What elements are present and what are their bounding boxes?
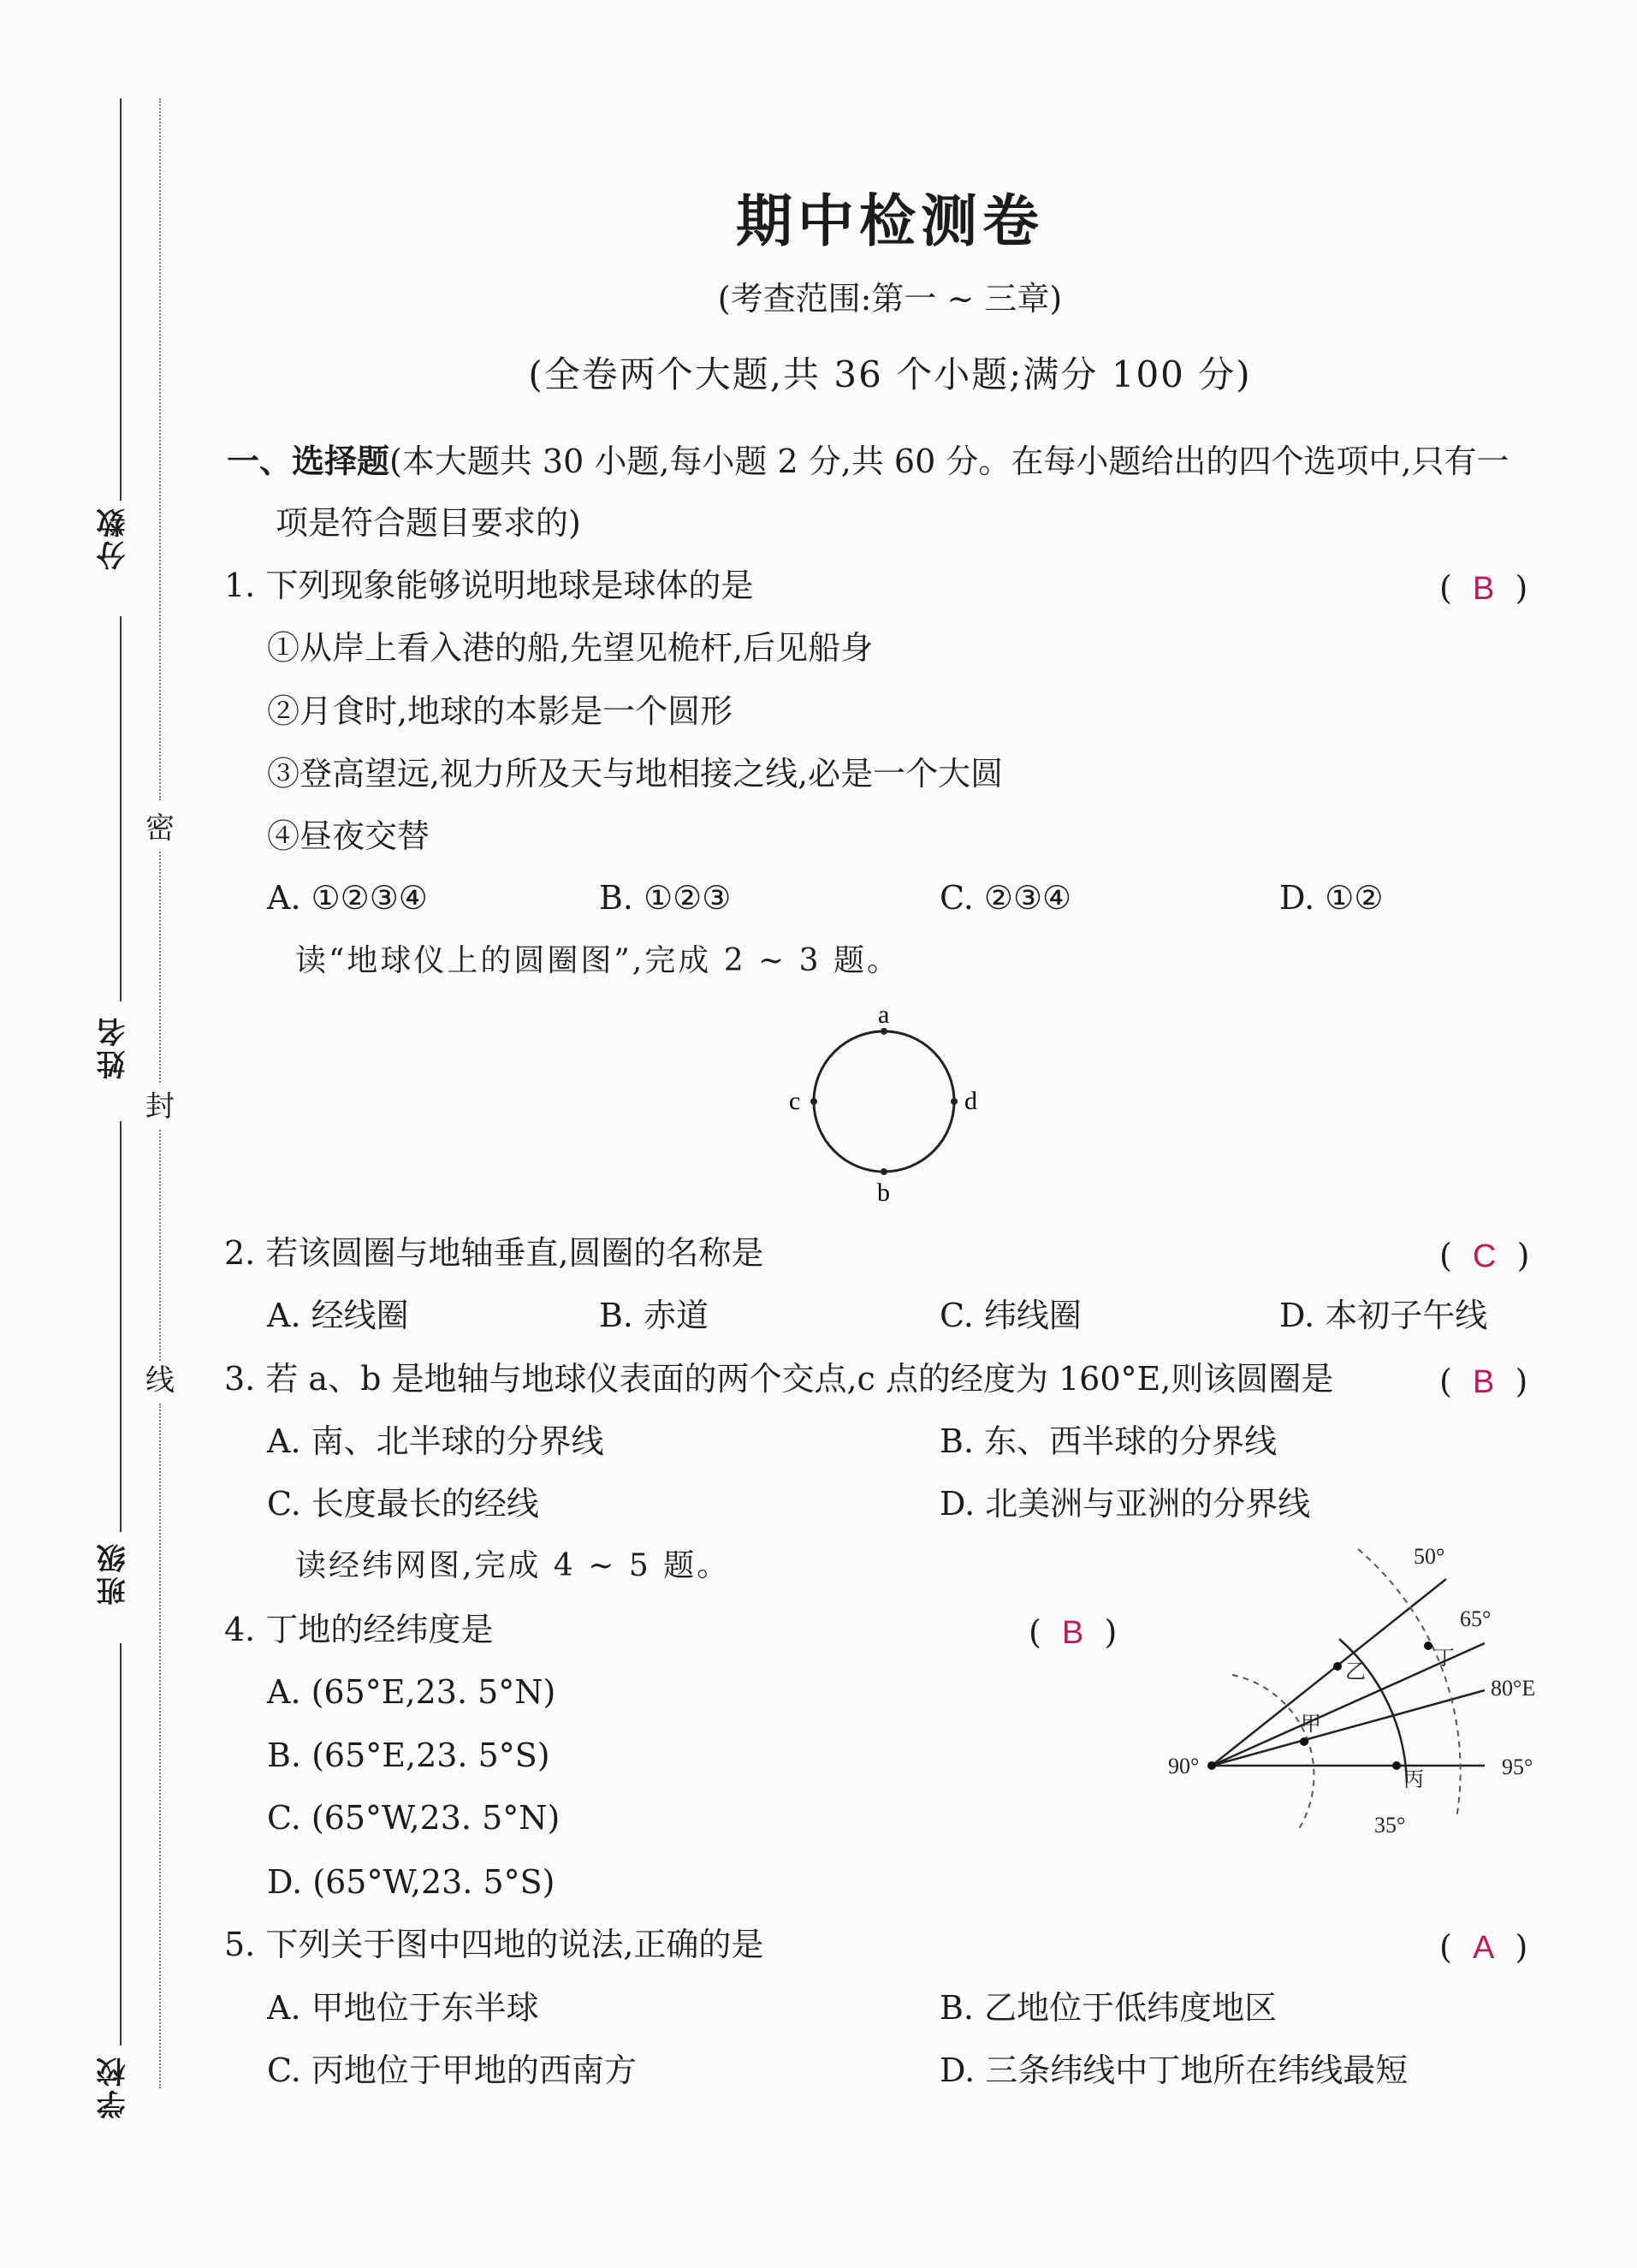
lat-lon-grid-figure [1155, 1536, 1566, 1853]
question-5-option-a: A. 甲地位于东半球 [267, 1989, 539, 2027]
question-3-option-c: C. 长度最长的经线 [267, 1485, 539, 1523]
question-5-option-d: D. 三条纬线中丁地所在纬线最短 [940, 2051, 1409, 2089]
point-d-label: d [964, 1087, 977, 1115]
point-a-label: a [878, 1000, 890, 1029]
question-2-stem: 2. 若该圆圈与地轴垂直,圆圈的名称是 [224, 1234, 764, 1272]
score-label: 分数 [97, 505, 131, 570]
point-yi-label: 乙 [1345, 1659, 1366, 1683]
seal-char-xian: 线 [145, 1363, 175, 1398]
class-label: 班级 [97, 1541, 131, 1606]
seal-char-feng: 封 [145, 1089, 175, 1124]
question-1-item: ②月食时,地球的本影是一个圆形 [267, 692, 733, 730]
question-3-answer: ( B ) [1439, 1363, 1528, 1400]
section-heading: 一、选择题 [227, 442, 390, 480]
question-2-option-b: B. 赤道 [599, 1297, 709, 1334]
point-ding-label: 丁 [1434, 1646, 1455, 1670]
page-title: 期中检测卷 [736, 188, 1044, 254]
lat-65-label: 65° [1460, 1606, 1492, 1631]
section-intro [227, 442, 1509, 480]
question-1-stem: 1. 下列现象能够说明地球是球体的是 [224, 567, 754, 604]
reading-note-1: 读“地球仪上的圆圈图”,完成 2 ~ 3 题。 [295, 943, 900, 978]
point-b-label: b [877, 1179, 890, 1207]
lat-50-label: 50° [1414, 1544, 1445, 1569]
lon-95-label: 95° [1502, 1754, 1533, 1779]
question-2-option-c: C. 纬线圈 [940, 1297, 1082, 1334]
reading-note-2: 读经纬网图,完成 4 ~ 5 题。 [295, 1548, 731, 1583]
question-5-answer: ( A ) [1439, 1928, 1528, 1966]
point-c-label: c [789, 1087, 801, 1115]
question-1-answer: ( B ) [1439, 569, 1528, 607]
lat-35-label: 35° [1374, 1813, 1406, 1838]
name-label: 姓名 [97, 1014, 131, 1079]
exam-scope: (考查范围:第一 ~ 三章) [717, 280, 1063, 318]
point-jia-label: 甲 [1301, 1712, 1321, 1736]
question-3-option-d: D. 北美洲与亚洲的分界线 [940, 1485, 1311, 1523]
question-3-stem: 3. 若 a、b 是地轴与地球仪表面的两个交点,c 点的经度为 160°E,则该圆圈是 [224, 1360, 1334, 1398]
question-1-option-a: A. ①②③④ [267, 879, 428, 917]
school-label: 学校 [97, 2054, 131, 2119]
question-1-option-b: B. ①②③ [599, 879, 732, 917]
seal-dotted-line [159, 1130, 161, 1361]
question-3-option-b: B. 东、西半球的分界线 [940, 1422, 1278, 1460]
question-4-option-c: C. (65°W,23. 5°N) [267, 1799, 560, 1837]
question-4-option-d: D. (65°W,23. 5°S) [267, 1863, 555, 1901]
question-1-item: ①从岸上看入港的船,先望见桅杆,后见船身 [267, 629, 874, 667]
question-4-option-b: B. (65°E,23. 5°S) [267, 1737, 550, 1774]
section-intro-cont: 项是符合题目要求的) [276, 504, 581, 542]
question-4-answer: ( B ) [1029, 1613, 1118, 1651]
question-1-item: ④昼夜交替 [267, 817, 430, 855]
seal-dotted-line [159, 852, 161, 1083]
margin-rule [120, 1643, 122, 2045]
question-5-option-c: C. 丙地位于甲地的西南方 [267, 2051, 637, 2089]
section-intro-text: (本大题共 30 小题,每小题 2 分,共 60 分。在每小题给出的四个选项中,只有一 [389, 442, 1509, 480]
question-3-option-a: A. 南、北半球的分界线 [267, 1422, 604, 1460]
lon-80e-label: 80°E [1491, 1676, 1536, 1701]
lon-90-label: 90° [1168, 1754, 1200, 1778]
question-1-item: ③登高望远,视力所及天与地相接之线,必是一个大圆 [267, 755, 1004, 793]
point-bing-label: 丙 [1403, 1767, 1424, 1791]
question-2-option-a: A. 经线圈 [267, 1297, 409, 1334]
margin-rule [120, 1121, 122, 1532]
question-1-option-c: C. ②③④ [940, 879, 1072, 917]
question-5-option-b: B. 乙地位于低纬度地区 [940, 1989, 1278, 2027]
question-1-option-d: D. ①② [1279, 879, 1384, 917]
margin-rule [120, 616, 122, 1001]
question-4-stem: 4. 丁地的经纬度是 [224, 1611, 494, 1648]
question-2-answer: ( C ) [1439, 1237, 1530, 1274]
question-2-option-d: D. 本初子午线 [1279, 1297, 1488, 1334]
question-4-option-a: A. (65°E,23. 5°N) [267, 1673, 556, 1711]
exam-summary: (全卷两个大题,共 36 个小题;满分 100 分) [528, 353, 1252, 395]
question-5-stem: 5. 下列关于图中四地的说法,正确的是 [224, 1926, 764, 1963]
seal-dotted-line [159, 1404, 161, 2088]
seal-char-mi: 密 [145, 811, 175, 846]
globe-circle-figure [770, 997, 993, 1220]
